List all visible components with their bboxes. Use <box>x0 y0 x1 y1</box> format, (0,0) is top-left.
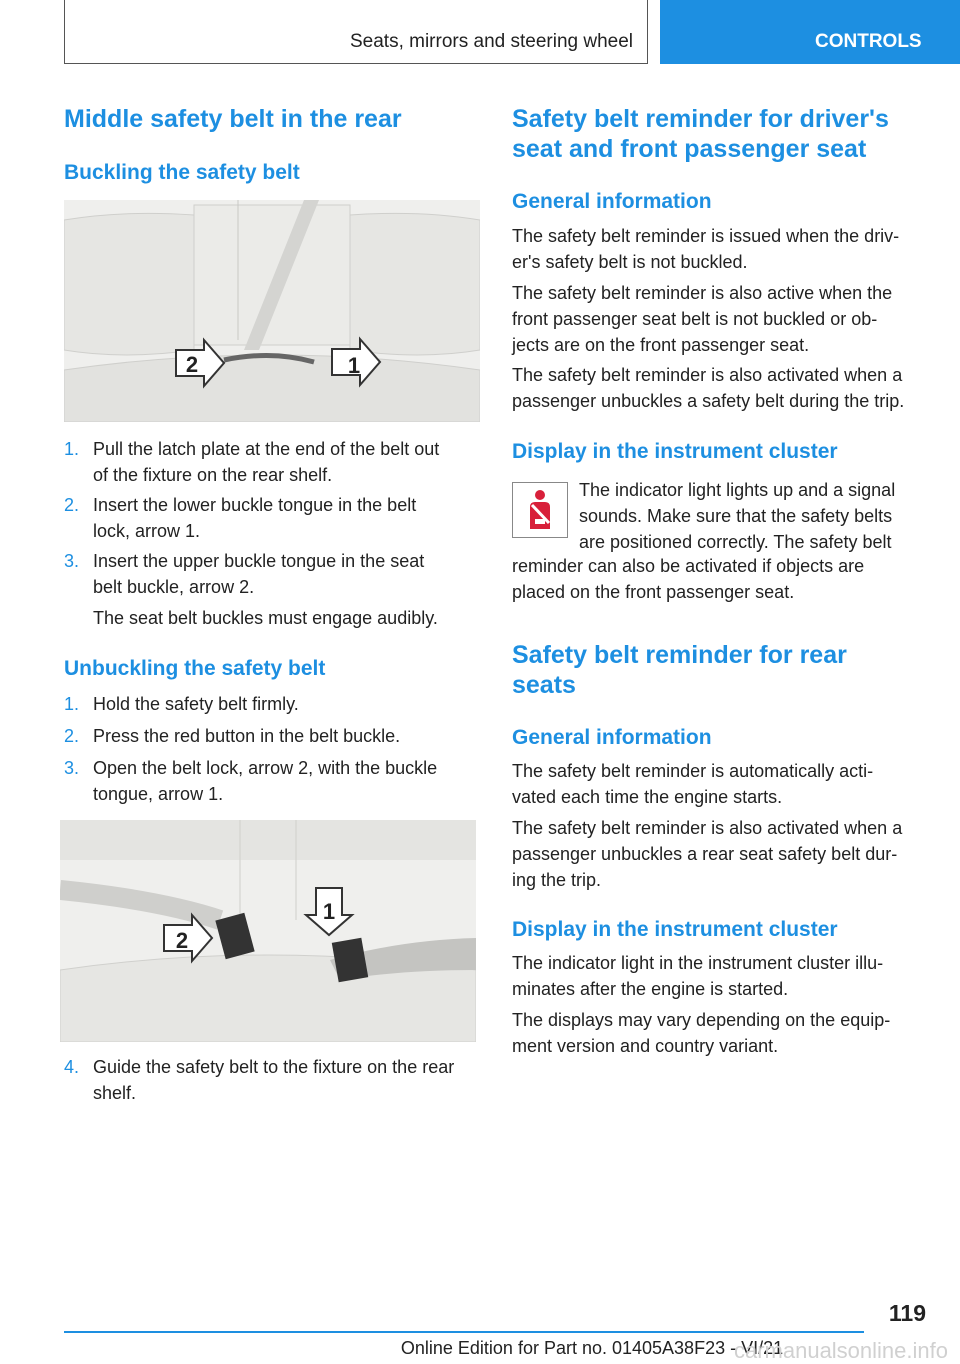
rear-paragraph-1: The safety belt reminder is automatically acti‐ vated each time the engine starts. <box>512 761 874 807</box>
header-section-title: Seats, mirrors and steering wheel <box>349 31 633 52</box>
section-title-rear-reminder: Safety belt reminder for rear seats <box>512 641 847 699</box>
unbuckling-step-3: 3. Open the belt lock, arrow 2, with the buckle tongue, arrow 1. <box>64 758 438 804</box>
general-info-paragraph-1: The safety belt reminder is issued when the driv‐ er's safety belt is not buckled. <box>512 226 900 272</box>
subheading-rear-display-cluster: Display in the instrument cluster <box>512 918 838 941</box>
buckling-step-3: 3. Insert the upper buckle tongue in the seat belt buckle, arrow 2. <box>64 551 425 597</box>
unbuckling-step-1: 1. Hold the safety belt firmly. <box>64 694 299 714</box>
footer-edition: Online Edition for Part no. 01405A38F23 - VI/21 <box>400 1338 784 1358</box>
header-chapter-label: CONTROLS <box>815 31 922 52</box>
rear-paragraph-4: The displays may vary depending on the equip‐ ment version and country variant. <box>512 1010 891 1056</box>
seatbelt-warning-icon <box>512 482 568 538</box>
display-paragraph-indent: The indicator light lights up and a signal sounds. Make sure that the safety belts are positioned correctly. The safety belt <box>579 480 896 552</box>
section-title-middle-belt: Middle safety belt in the rear <box>64 105 402 133</box>
figure-arrow-1-label: 1 <box>347 353 361 378</box>
header-chapter-tab <box>660 0 960 64</box>
step-4: 4. Guide the safety belt to the fixture on the rear shelf. <box>64 1057 455 1103</box>
rear-paragraph-2: The safety belt reminder is also activated when a passenger unbuckles a rear seat safety belt dur‐ ing the trip. <box>512 818 903 890</box>
buckling-step-2: 2. Insert the lower buckle tongue in the belt lock, arrow 1. <box>64 495 417 541</box>
general-info-paragraph-2: The safety belt reminder is also active when the front passenger seat belt is not buckled or ob‐ jects are on the front passenger seat. <box>512 283 893 355</box>
figure2-arrow-1-label: 1 <box>322 899 336 924</box>
display-paragraph-full: reminder can also be activated if objects are placed on the front passenger seat. <box>512 556 865 602</box>
subheading-rear-general-info: General information <box>512 726 712 749</box>
buckling-note: The seat belt buckles must engage audibly. <box>93 608 438 628</box>
general-info-paragraph-3: The safety belt reminder is also activated when a passenger unbuckles a safety belt during the trip. <box>512 365 905 411</box>
figure2-arrow-2-label: 2 <box>175 928 189 953</box>
watermark-text: carmanualsonline.info <box>733 1338 948 1363</box>
unbuckling-step-2: 2. Press the red button in the belt buckle. <box>64 726 401 746</box>
subheading-general-info: General information <box>512 190 712 213</box>
buckling-step-1: 1. Pull the latch plate at the end of the belt out of the fixture on the rear shelf. <box>64 439 440 485</box>
subheading-unbuckling: Unbuckling the safety belt <box>64 657 326 680</box>
rear-paragraph-3: The indicator light in the instrument cluster illu‐ minates after the engine is started. <box>512 953 884 999</box>
rear-belt-unbuckling-figure <box>60 820 476 1042</box>
subheading-display-cluster: Display in the instrument cluster <box>512 440 838 463</box>
footer-rule <box>64 1331 864 1333</box>
header-section-box <box>64 0 648 64</box>
subheading-buckling: Buckling the safety belt <box>64 161 300 184</box>
page-number: 119 <box>888 1300 926 1326</box>
section-title-front-reminder: Safety belt reminder for driver's seat and front passenger seat <box>512 105 889 163</box>
figure-arrow-2-label: 2 <box>185 352 199 377</box>
rear-seat-buckling-figure <box>64 200 480 422</box>
